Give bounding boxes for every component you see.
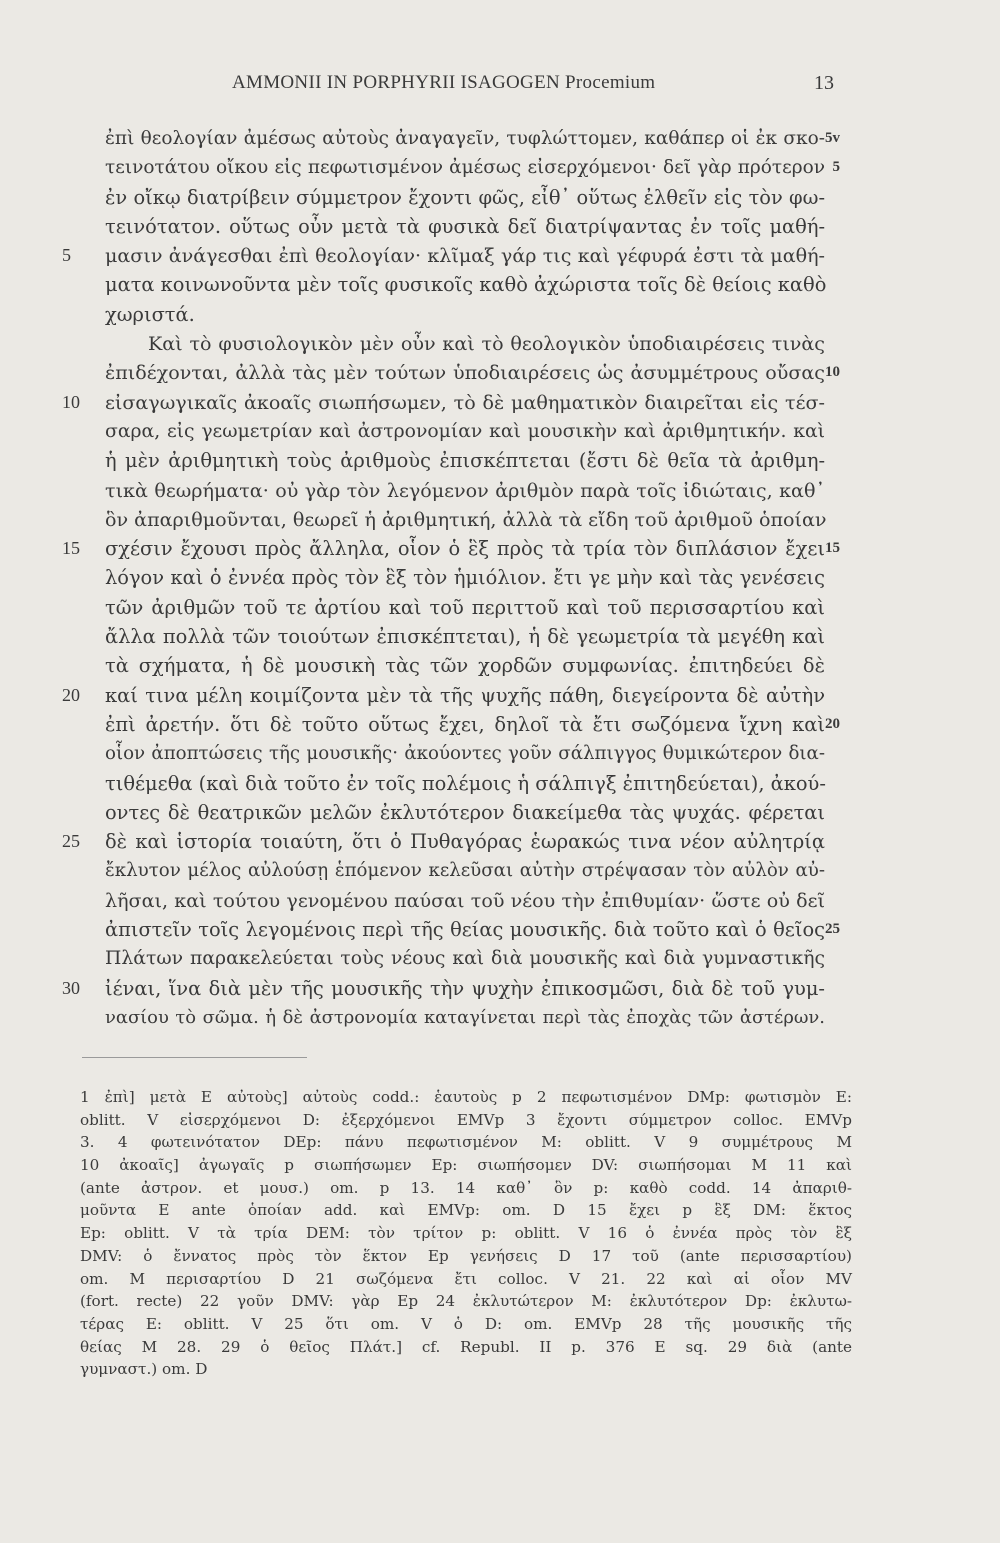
text-line <box>0 886 1000 915</box>
running-title: AMMONII IN PORPHYRII ISAGOGEN Procemium <box>232 72 656 93</box>
apparatus-line <box>0 1290 1000 1313</box>
line-text: Καὶ τὸ φυσιολογικὸν μὲν οὖν καὶ τὸ θεολογικὸν ὑποδιαιρέσεις τινὰς <box>148 332 825 356</box>
line-text: ὃν ἀπαριθμοῦνται, θεωρεῖ ἡ ἀριθμητική, ἀλλὰ τὰ εἴδη τοῦ ἀριθμοῦ ὁποίαν <box>105 507 827 531</box>
text-line <box>0 710 1000 739</box>
line-text: σαρα, εἰς γεωμετρίαν καὶ ἀστρονομίαν καὶ μουσικὴν καὶ ἀριθμητικήν. καὶ <box>105 420 825 442</box>
line-text: ἰέναι, ἵνα διὰ μὲν τῆς μουσικῆς τὴν ψυχὴν ἐπικοσμῶσι, διὰ δὲ τοῦ γυμ- <box>105 976 825 1000</box>
line-text: τιθέμεθα (καὶ διὰ τοῦτο ἐν τοῖς πολέμοις ἡ σάλπιγξ ἐπιτηδεύεται), ἀκού- <box>105 771 826 795</box>
line-number: 30 <box>62 977 80 998</box>
apparatus-line <box>0 1222 1000 1245</box>
line-text: νασίου τὸ σῶμα. ἡ δὲ ἀστρονομία καταγίνεται περὶ τὰς ἐποχὰς τῶν ἀστέρων. <box>105 1006 825 1028</box>
line-number: 20 <box>62 684 80 705</box>
text-line <box>0 944 1000 973</box>
text-line <box>0 1003 1000 1032</box>
text-line <box>0 974 1000 1003</box>
text-line <box>0 358 1000 387</box>
text-line <box>0 388 1000 417</box>
line-number: 25 <box>62 831 80 852</box>
text-line <box>0 622 1000 651</box>
running-header <box>0 72 1000 102</box>
apparatus-text: oblitt. V εἰσερχόμενοι D: ἐξερχόμενοι EMVp 3 ἔχοντι σύμμετρον colloc. EMVp <box>80 1110 852 1129</box>
margin-reference: 5v <box>825 130 840 146</box>
line-text: ἀπιστεῖν τοῖς λεγομένοις περὶ τῆς θείας μουσικῆς. διὰ τοῦτο καὶ ὁ θεῖος <box>105 918 825 942</box>
line-text: ἐν οἴκῳ διατρίβειν σύμμετρον ἔχοντι φῶς, εἶθ᾽ οὕτως ἐλθεῖν εἰς τὸν φω- <box>105 185 825 209</box>
text-line <box>0 476 1000 505</box>
line-text: ἡ μὲν ἀριθμητικὴ τοὺς ἀριθμοὺς ἐπισκέπτεται (ἔστι δὲ θεῖα τὰ ἀριθμη- <box>105 449 825 473</box>
margin-reference: 5 <box>832 159 840 176</box>
text-line <box>0 329 1000 358</box>
line-number: 10 <box>62 391 80 412</box>
line-text: εἰσαγωγικαῖς ἀκοαῖς σιωπήσωμεν, τὸ δὲ μαθηματικὸν διαιρεῖται εἰς τέσ- <box>105 390 825 414</box>
text-line <box>0 212 1000 241</box>
apparatus-text: DMV: ὁ ἔννατος πρὸς τὸν ἕκτον Ep γενήσεις D 17 τοῦ (ante περισσαρτίου) <box>80 1246 852 1265</box>
apparatus-line <box>0 1245 1000 1268</box>
text-line <box>0 270 1000 299</box>
page-number: 13 <box>814 72 834 94</box>
text-line <box>0 593 1000 622</box>
line-text: ἐπιδέχονται, ἀλλὰ τὰς μὲν τούτων ὑποδιαιρέσεις ὡς ἀσυμμέτρους οὔσας <box>105 361 825 385</box>
line-text: τικὰ θεωρήματα· οὐ γὰρ τὸν λεγόμενον ἀριθμὸν παρὰ τοῖς ἰδιώταις, καθ᾽ <box>105 478 825 502</box>
text-line <box>0 739 1000 768</box>
margin-reference: 10 <box>825 364 840 381</box>
margin-reference: 15 <box>825 540 840 557</box>
margin-reference: 20 <box>825 715 840 732</box>
apparatus-line <box>0 1336 1000 1359</box>
line-text: σχέσιν ἔχουσι πρὸς ἄλληλα, οἷον ὁ ἓξ πρὸς τὰ τρία τὸν διπλάσιον ἔχει <box>105 537 825 561</box>
line-number: 5 <box>62 245 71 266</box>
apparatus-line <box>0 1358 1000 1381</box>
line-text: μασιν ἀνάγεσθαι ἐπὶ θεολογίαν· κλῖμαξ γάρ τις καὶ γέφυρά ἐστι τὰ μαθή- <box>105 244 825 268</box>
line-text: οντες δὲ θεατρικῶν μελῶν ἐκλυτότερον διακείμεθα τὰς ψυχάς. φέρεται <box>105 800 825 824</box>
apparatus-text: Ep: oblitt. V τὰ τρία DEM: τὸν τρίτον p: oblitt. V 16 ὁ ἐννέα πρὸς τὸν ἓξ <box>80 1224 852 1243</box>
apparatus-text: θείας M 28. 29 ὁ θεῖος Πλάτ.] cf. Republ. II p. 376 E sq. 29 διὰ (ante <box>80 1337 852 1356</box>
line-text: τῶν ἀριθμῶν τοῦ τε ἀρτίου καὶ τοῦ περιττοῦ καὶ τοῦ περισσαρτίου καὶ <box>105 595 825 619</box>
text-line <box>0 241 1000 270</box>
text-line <box>0 124 1000 153</box>
text-line <box>0 300 1000 329</box>
text-line <box>0 856 1000 885</box>
footnote-rule <box>82 1057 307 1058</box>
text-line <box>0 915 1000 944</box>
apparatus-text: γυμναστ.) om. D <box>80 1360 208 1379</box>
apparatus-line <box>0 1199 1000 1222</box>
line-text: τεινότατον. οὕτως οὖν μετὰ τὰ φυσικὰ δεῖ διατρίψαντας ἐν τοῖς μαθή- <box>105 214 825 238</box>
apparatus-text: om. M περισαρτίου D 21 σωζόμενα ἔτι colloc. V 21. 22 καὶ αἱ οἷον MV <box>80 1269 852 1288</box>
text-line <box>0 651 1000 680</box>
text-line <box>0 417 1000 446</box>
line-text: τεινοτάτου οἴκου εἰς πεφωτισμένον ἀμέσως εἰσερχόμενοι· δεῖ γὰρ πρότερον <box>105 157 825 179</box>
apparatus-text: τέρας E: oblitt. V 25 ὅτι om. V ὁ D: om. EMVp 28 τῆς μουσικῆς τῆς <box>80 1314 852 1333</box>
line-text: λόγον καὶ ὁ ἐννέα πρὸς τὸν ἓξ τὸν ἡμιόλιον. ἔτι γε μὴν καὶ τὰς γενέσεις <box>105 566 825 590</box>
line-text: ματα κοινωνοῦντα μὲν τοῖς φυσικοῖς καθὸ ἀχώριστα τοῖς δὲ θείοις καθὸ <box>105 273 827 297</box>
apparatus-text: 10 ἀκοαῖς] ἀγωγαῖς p σιωπήσωμεν Ep: σιωπήσομεν DV: σιωπήσομαι M 11 καὶ <box>80 1156 852 1175</box>
text-line <box>0 769 1000 798</box>
line-text: ἄλλα πολλὰ τῶν τοιούτων ἐπισκέπτεται), ἡ δὲ γεωμετρία τὰ μεγέθη καὶ <box>105 625 825 649</box>
main-text <box>0 124 1000 1032</box>
apparatus-text: (fort. recte) 22 γοῦν DMV: γὰρ Ep 24 ἐκλυτώτερον M: ἐκλυτότερον Dp: ἐκλυτω- <box>80 1292 852 1311</box>
line-number: 15 <box>62 538 80 559</box>
line-text: δὲ καὶ ἱστορία τοιαύτη, ὅτι ὁ Πυθαγόρας ἑωρακώς τινα νέον αὐλητρίᾳ <box>105 830 825 854</box>
apparatus-text: 3. 4 φωτεινότατον DEp: πάνυ πεφωτισμένον M: oblitt. V 9 συμμέτρους M <box>80 1133 852 1152</box>
apparatus-line <box>0 1109 1000 1132</box>
margin-reference: 25 <box>825 921 840 938</box>
apparatus-line <box>0 1268 1000 1291</box>
apparatus-line <box>0 1154 1000 1177</box>
line-text: ἔκλυτον μέλος αὐλούσῃ ἑπόμενον κελεῦσαι αὐτὴν στρέψασαν τὸν αὐλὸν αὐ- <box>105 860 825 882</box>
line-text: οἷον ἀποπτώσεις τῆς μουσικῆς· ἀκούοντες γοῦν σάλπιγγος θυμικώτερον δια- <box>105 743 825 765</box>
text-line <box>0 798 1000 827</box>
line-text: χωριστά. <box>105 302 195 326</box>
text-line <box>0 153 1000 182</box>
apparatus-line <box>0 1313 1000 1336</box>
line-text: Πλάτων παρακελεύεται τοὺς νέους καὶ διὰ μουσικῆς καὶ διὰ γυμναστικῆς <box>105 948 825 970</box>
line-text: λῆσαι, καὶ τούτου γενομένου παύσαι τοῦ νέου τὴν ἐπιθυμίαν· ὥστε οὐ δεῖ <box>105 888 825 912</box>
text-line <box>0 534 1000 563</box>
line-text: καί τινα μέλη κοιμίζοντα μὲν τὰ τῆς ψυχῆς πάθη, διεγείροντα δὲ αὐτὴν <box>105 683 825 707</box>
apparatus-text: (ante ἀστρον. et μουσ.) om. p 13. 14 καθ᾽ ὃν p: καθὸ codd. 14 ἀπαριθ- <box>80 1178 852 1197</box>
text-line <box>0 505 1000 534</box>
text-line <box>0 681 1000 710</box>
apparatus-text: 1 ἐπὶ] μετὰ E αὐτοὺς] αὐτοὺς codd.: ἑαυτοὺς p 2 πεφωτισμένον DMp: φωτισμὸν E: <box>80 1088 852 1106</box>
text-line <box>0 827 1000 856</box>
apparatus-line <box>0 1086 1000 1109</box>
line-text: ἐπὶ ἀρετήν. ὅτι δὲ τοῦτο οὕτως ἔχει, δηλοῖ τὰ ἔτι σωζόμενα ἴχνη καὶ <box>105 712 825 736</box>
critical-apparatus <box>0 1086 1000 1381</box>
line-text: τὰ σχήματα, ἡ δὲ μουσικὴ τὰς τῶν χορδῶν συμφωνίας. ἐπιτηδεύει δὲ <box>105 654 825 678</box>
apparatus-line <box>0 1177 1000 1200</box>
text-line <box>0 446 1000 475</box>
text-line <box>0 563 1000 592</box>
line-text: ἐπὶ θεολογίαν ἀμέσως αὐτοὺς ἀναγαγεῖν, τυφλώττομεν, καθάπερ οἱ ἐκ σκο- <box>105 128 825 149</box>
apparatus-text: μοῦντα E ante ὁποίαν add. καὶ EMVp: om. D 15 ἔχει p ἓξ DM: ἕκτος <box>80 1201 852 1220</box>
apparatus-line <box>0 1131 1000 1154</box>
text-line <box>0 183 1000 212</box>
